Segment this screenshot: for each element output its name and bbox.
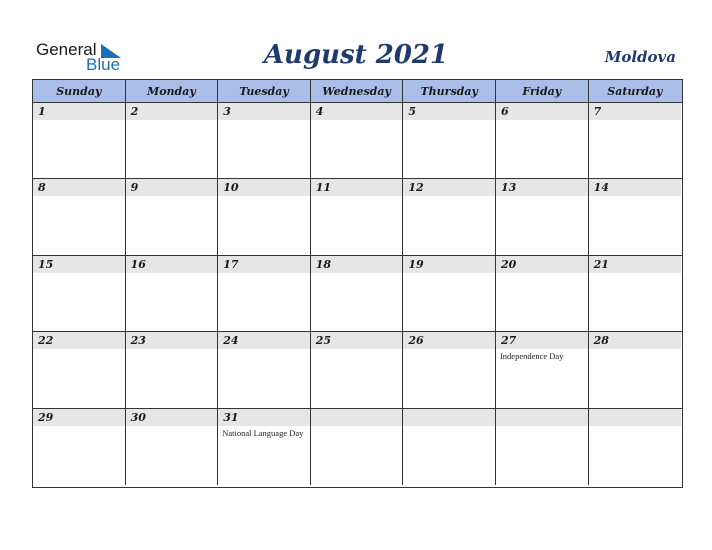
day-cell[interactable]: [589, 332, 682, 407]
day-cell[interactable]: [496, 179, 589, 254]
holiday-note: [311, 273, 403, 277]
holiday-note: [126, 426, 218, 430]
day-number: [311, 409, 403, 426]
weekday-header-row: [33, 80, 682, 103]
holiday-note: [218, 273, 310, 277]
weekday-tuesday: Tuesday: [218, 80, 311, 102]
day-cell[interactable]: [589, 179, 682, 254]
week-row: [33, 103, 682, 179]
calendar-grid: [32, 79, 683, 488]
holiday-note: [589, 120, 682, 124]
holiday-note: [589, 349, 682, 353]
day-number: 28: [589, 332, 682, 349]
day-number: 31: [218, 409, 310, 426]
day-cell[interactable]: [126, 103, 219, 178]
day-cell: [403, 409, 496, 485]
day-cell[interactable]: [496, 256, 589, 331]
holiday-note: [126, 273, 218, 277]
day-cell[interactable]: [311, 103, 404, 178]
holiday-note: [496, 196, 588, 200]
day-cell[interactable]: [496, 103, 589, 178]
day-cell[interactable]: [218, 256, 311, 331]
day-number: 5: [403, 103, 495, 120]
day-number: 27: [496, 332, 588, 349]
day-number: 17: [218, 256, 310, 273]
weekday-wednesday: Wednesday: [311, 80, 404, 102]
weekday-saturday: Saturday: [607, 84, 663, 98]
country-label: Moldova: [604, 48, 676, 66]
holiday-note: [33, 426, 125, 430]
day-cell[interactable]: [126, 256, 219, 331]
day-cell[interactable]: [589, 256, 682, 331]
day-number: 2: [126, 103, 218, 120]
day-number: [496, 409, 588, 426]
holiday-note: [33, 196, 125, 200]
day-cell[interactable]: [311, 332, 404, 407]
holiday-note: [496, 120, 588, 124]
day-cell[interactable]: [218, 179, 311, 254]
day-cell[interactable]: [311, 179, 404, 254]
holiday-note: [403, 426, 495, 430]
holiday-note: [496, 426, 588, 430]
day-number: 24: [218, 332, 310, 349]
holiday-note: [589, 196, 682, 200]
week-row: [33, 409, 682, 485]
weekday-monday: Monday: [126, 80, 219, 102]
holiday-note: [589, 426, 682, 430]
day-cell[interactable]: [33, 103, 126, 178]
day-number: 1: [33, 103, 125, 120]
day-number: 19: [403, 256, 495, 273]
weekday-friday: Friday: [496, 80, 589, 102]
day-cell[interactable]: [126, 332, 219, 407]
holiday-note: Independence Day: [499, 351, 564, 362]
day-number: 9: [126, 179, 218, 196]
holiday-note: [218, 349, 310, 353]
day-cell[interactable]: [33, 332, 126, 407]
week-row: [33, 256, 682, 332]
day-number: 10: [218, 179, 310, 196]
day-cell[interactable]: [589, 103, 682, 178]
holiday-note: [126, 196, 218, 200]
holiday-note: [218, 120, 310, 124]
logo-word-general: General: [36, 40, 97, 59]
day-number: 14: [589, 179, 682, 196]
weekday-thursday: Thursday: [403, 80, 496, 102]
holiday-note: [126, 349, 218, 353]
day-number: 18: [311, 256, 403, 273]
day-cell[interactable]: [33, 179, 126, 254]
day-number: 7: [589, 103, 682, 120]
day-cell[interactable]: [403, 179, 496, 254]
day-cell[interactable]: [403, 256, 496, 331]
day-number: 21: [589, 256, 682, 273]
day-cell[interactable]: [403, 103, 496, 178]
holiday-note: [403, 349, 495, 353]
day-number: [589, 409, 682, 426]
holiday-note: [589, 273, 682, 277]
day-cell[interactable]: [126, 409, 219, 485]
day-number: 25: [311, 332, 403, 349]
day-number: 20: [496, 256, 588, 273]
day-cell[interactable]: [403, 332, 496, 407]
day-cell: [311, 409, 404, 485]
holiday-note: [33, 349, 125, 353]
day-number: 12: [403, 179, 495, 196]
day-number: 15: [33, 256, 125, 273]
holiday-note: [311, 120, 403, 124]
holiday-note: [403, 196, 495, 200]
day-cell[interactable]: [218, 409, 311, 485]
day-cell[interactable]: [33, 256, 126, 331]
calendar-title: August 2021: [263, 40, 449, 70]
logo-word-blue: Blue: [86, 55, 121, 74]
day-number: 23: [126, 332, 218, 349]
day-cell[interactable]: [33, 409, 126, 485]
day-number: 30: [126, 409, 218, 426]
holiday-note: [311, 426, 403, 430]
weekday-sunday: Sunday: [33, 80, 126, 102]
day-cell[interactable]: [218, 332, 311, 407]
day-number: 13: [496, 179, 588, 196]
day-cell[interactable]: [496, 332, 589, 407]
holiday-note: [311, 349, 403, 353]
day-cell: [496, 409, 589, 485]
day-number: 8: [33, 179, 125, 196]
holiday-note: National Language Day: [222, 427, 304, 438]
holiday-note: [33, 273, 125, 277]
holiday-note: [403, 273, 495, 277]
week-row: [33, 332, 682, 408]
holiday-note: [218, 196, 310, 200]
week-row: [33, 179, 682, 255]
holiday-note: [126, 120, 218, 124]
holiday-note: [311, 196, 403, 200]
holiday-note: [33, 120, 125, 124]
holiday-note: [496, 273, 588, 277]
day-number: 29: [33, 409, 125, 426]
day-number: [403, 409, 495, 426]
holiday-note: [403, 120, 495, 124]
day-number: 6: [496, 103, 588, 120]
day-number: 11: [311, 179, 403, 196]
day-cell[interactable]: [218, 103, 311, 178]
day-cell[interactable]: [311, 256, 404, 331]
day-number: 16: [126, 256, 218, 273]
day-number: 3: [218, 103, 310, 120]
day-cell: [589, 409, 682, 485]
day-number: 26: [403, 332, 495, 349]
day-cell[interactable]: [126, 179, 219, 254]
day-number: 4: [311, 103, 403, 120]
day-number: 22: [33, 332, 125, 349]
